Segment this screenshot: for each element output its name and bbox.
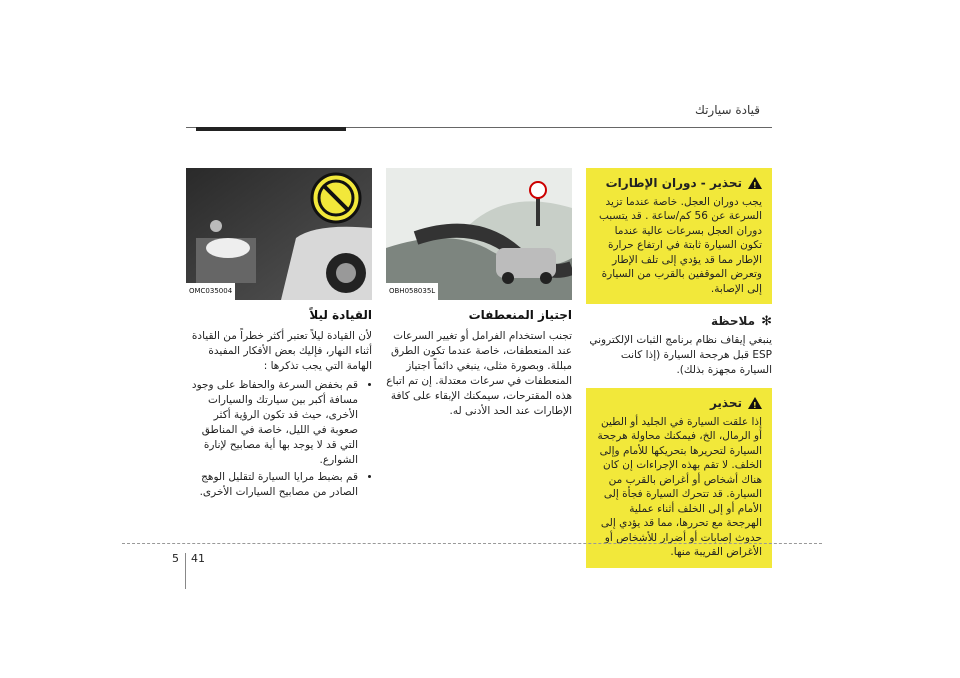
list-item: • قم بخفض السرعة والحفاظ على وجود مسافة أكبر بين سيارتك والسيارات الأخرى، حيث قد تكون الرؤية أكثر صعوبة في الليل، خاصة في المناطق التي قد لا يوجد بها أية مصابيح لإنارة الشوارع. [186,378,358,468]
note-heading-text: ملاحظة [710,314,756,328]
curves-photo [386,168,572,300]
image-caption: OMC035004 [186,283,235,300]
image-caption: OBH058035L [386,283,438,300]
curves-drawing [386,168,572,300]
tips-list [186,378,372,500]
note-text: ينبغي إيقاف نظام برنامج الثبات الإلكتروني ESP قبل هرجحة السيارة (إذا كانت السيارة مجهزة بذلك). [589,334,772,376]
page-header-title: قيادة سيارتك [694,103,760,117]
section-paragraph: تجنب استخدام الفرامل أو تغيير السرعات عند المنعطفات، خاصة عندما تكون الطرق مبللة. وبصورة مثلى، ينبغي دائماً اجتياز المنعطفات في سرعات معتدلة. إن تم اتباع هذه المقترحات، سيمكنك الإبقاء على كافة الإطارات عند الحد الأدنى له. [386,330,572,417]
warning-box-rocking [586,388,772,568]
warning-heading [596,396,762,411]
warning-box-wheel-spin [586,168,772,304]
night-driving-drawing [186,168,372,300]
warning-text: يجب دوران العجل. خاصة عندما تزيد السرعة عن 56 كم/ساعة . قد يتسبب دوران العجل بسرعات عالية عندما تكون السيارة ثابتة في ارتفاع حرارة الإطار مما قد يؤدي إلى تلف الإطار وتعرض الموقفين بالقرب من السيارة إلى الإصابة. [598,195,762,295]
warning-triangle-icon: ! [748,177,762,189]
section-title: اجتياز المنعطفات [468,308,572,322]
warning-heading [596,176,762,191]
page-number: 41 [191,552,205,565]
warning-triangle-icon: ! [748,397,762,409]
warning-heading-text: تحذير - دوران الإطارات [605,176,742,190]
section-number: 5 [172,552,179,565]
note-heading [586,314,772,329]
night-driving-illustration [186,168,372,300]
curves-column [386,168,572,419]
warning-heading-text: تحذير [709,396,742,410]
footer-divider [185,553,186,589]
list-item: • قم بضبط مرايا السيارة لتقليل الوهج الصادر من مصابيح السيارات الأخرى. [186,470,358,500]
warning-text: إذا علقت السيارة في الجليد أو الطين أو الرمال، الخ، فيمكنك محاولة هرجحة السيارة لتحريرها بتحريكها للأمام وإلى الخلف. لا تقم بهذه الإجراءات إن كان هناك أشخاص أو أغراض بالقرب من السيارة. قد تتحرك السيارة فجأة إلى الأمام أو إلى الخلف أثناء عملية الهرجحة مع تحررها، مما قد يؤدي إلى حدوث إصابات أو أضرار للأشخاص أو الأغراض القريبة منها. [597,415,762,558]
header-accent-bar [196,127,346,131]
asterisk-icon: ✻ [761,314,772,329]
night-driving-column [186,168,372,502]
warnings-column [586,168,772,568]
footer-rule [122,543,822,544]
section-paragraph: لأن القيادة ليلاً تعتبر أكثر خطراً من القيادة أثناء النهار، فإليك بعض الأفكار المفيدة الهامة التي يجب تذكرها : [191,330,372,372]
section-title: القيادة ليلاً [309,308,372,322]
